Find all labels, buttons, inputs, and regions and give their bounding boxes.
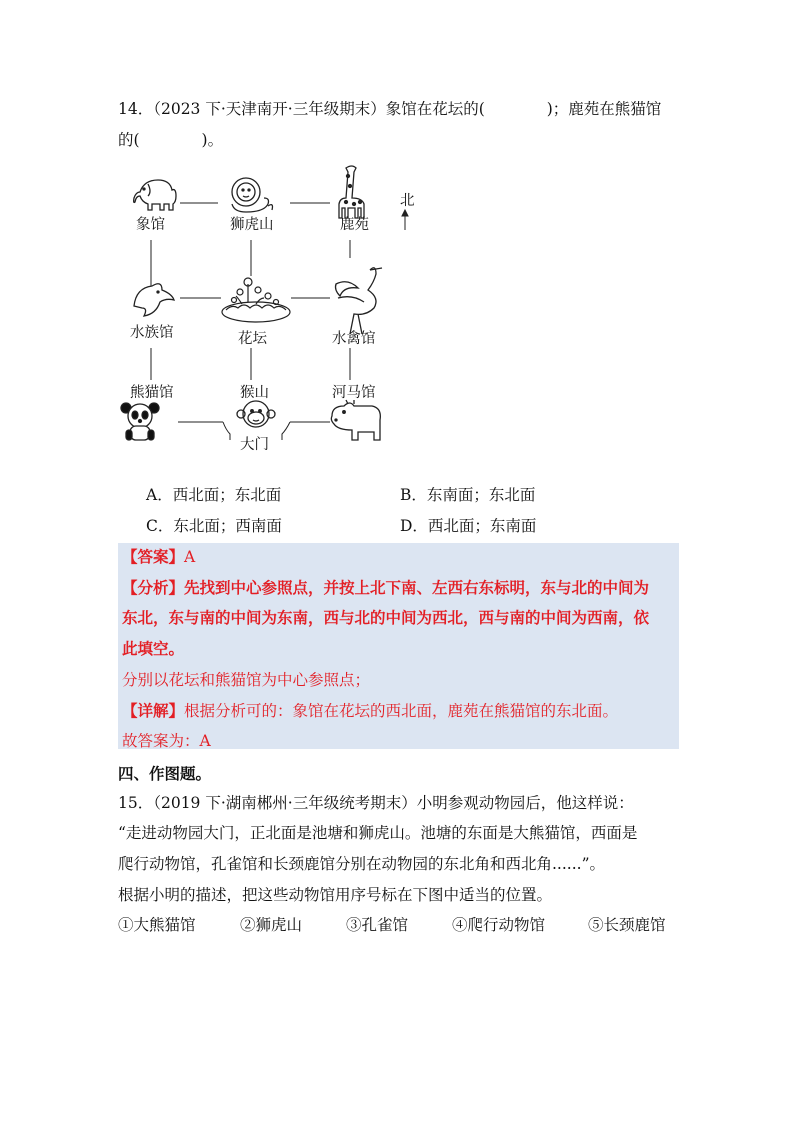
conclusion-line: 故答案为：A: [122, 732, 211, 750]
label-deer-park: 鹿苑: [340, 217, 369, 233]
detail-text: 根据分析可的：象馆在花坛的西北面，鹿苑在熊猫馆的东北面。: [184, 702, 619, 720]
q15-line2: “走进动物园大门，正北面是池塘和狮虎山。池塘的东面是大熊猫馆，西面是: [118, 824, 638, 842]
analysis-line-3: 此填空。: [122, 639, 185, 658]
monkey-icon: [237, 401, 275, 427]
option-c: C．东北面；西南面: [146, 517, 282, 535]
dolphin-icon: [134, 284, 174, 316]
label-elephant-house: 象馆: [136, 217, 165, 233]
q14-line1: 14．（2023 下·天津南开·三年级期末）象馆在花坛的( )；鹿苑在熊猫馆: [118, 100, 662, 118]
q15-line3: 爬行动物馆，孔雀馆和长颈鹿馆分别在动物园的东北角和西北角......”。: [118, 855, 605, 873]
label-hippo-house: 河马馆: [332, 385, 376, 401]
label-monkey-hill: 猴山: [240, 385, 269, 401]
item-reptile-house: ④爬行动物馆: [452, 916, 546, 934]
analysis-tag: 【分析】: [122, 578, 185, 597]
elephant-icon: [134, 180, 176, 210]
detail-tag: 【详解】: [122, 701, 185, 720]
label-flowerbed: 花坛: [238, 331, 267, 347]
zoo-map-diagram: [118, 158, 438, 460]
lion-icon: [232, 178, 273, 212]
analysis-line-2: 东北，东与南的中间为东南，西与北的中间为西北，西与南的中间为西南，依: [122, 608, 650, 627]
item-peacock-house: ③孔雀馆: [346, 916, 409, 934]
flowerbed-icon: [222, 278, 290, 322]
label-waterfowl-house: 水禽馆: [332, 331, 376, 347]
item-giraffe-house: ⑤长颈鹿馆: [588, 916, 666, 934]
analysis-line-1: [122, 578, 649, 598]
option-b: B．东南面；东北面: [400, 486, 536, 504]
answer-value: A: [184, 548, 196, 566]
giraffe-icon: [339, 166, 364, 218]
answer-tag: 【答案】: [122, 547, 185, 566]
detail-line: [122, 701, 618, 721]
answer-line: [122, 547, 195, 567]
panda-icon: [121, 403, 159, 440]
analysis-text-1: 先找到中心参照点，并按上北下南、左西右东标明，东与北的中间为: [184, 578, 650, 597]
label-panda-house: 熊猫馆: [130, 385, 174, 401]
option-a: A．西北面；东北面: [146, 486, 282, 504]
item-panda-house: ①大熊猫馆: [118, 916, 196, 934]
north-label: 北: [400, 193, 415, 209]
label-aquarium: 水族馆: [130, 325, 174, 341]
label-lion-hill: 狮虎山: [230, 217, 274, 233]
zoo-map-lines: [118, 158, 438, 460]
q15-line4: 根据小明的描述，把这些动物馆用序号标在下图中适当的位置。: [118, 886, 553, 904]
q15-line1: 15．（2019 下·湖南郴州·三年级统考期末）小明参观动物园后，他这样说：: [118, 794, 634, 812]
item-lion-hill: ②狮虎山: [240, 916, 303, 934]
hippo-icon: [331, 400, 380, 440]
option-d: D．西北面；东南面: [400, 517, 537, 535]
analysis-line-4: 分别以花坛和熊猫馆为中心参照点；: [122, 671, 371, 689]
crane-icon: [336, 268, 383, 334]
label-gate: 大门: [240, 437, 269, 453]
section-title: 四、作图题。: [118, 764, 212, 783]
q14-line2: 的( )。: [118, 131, 224, 149]
